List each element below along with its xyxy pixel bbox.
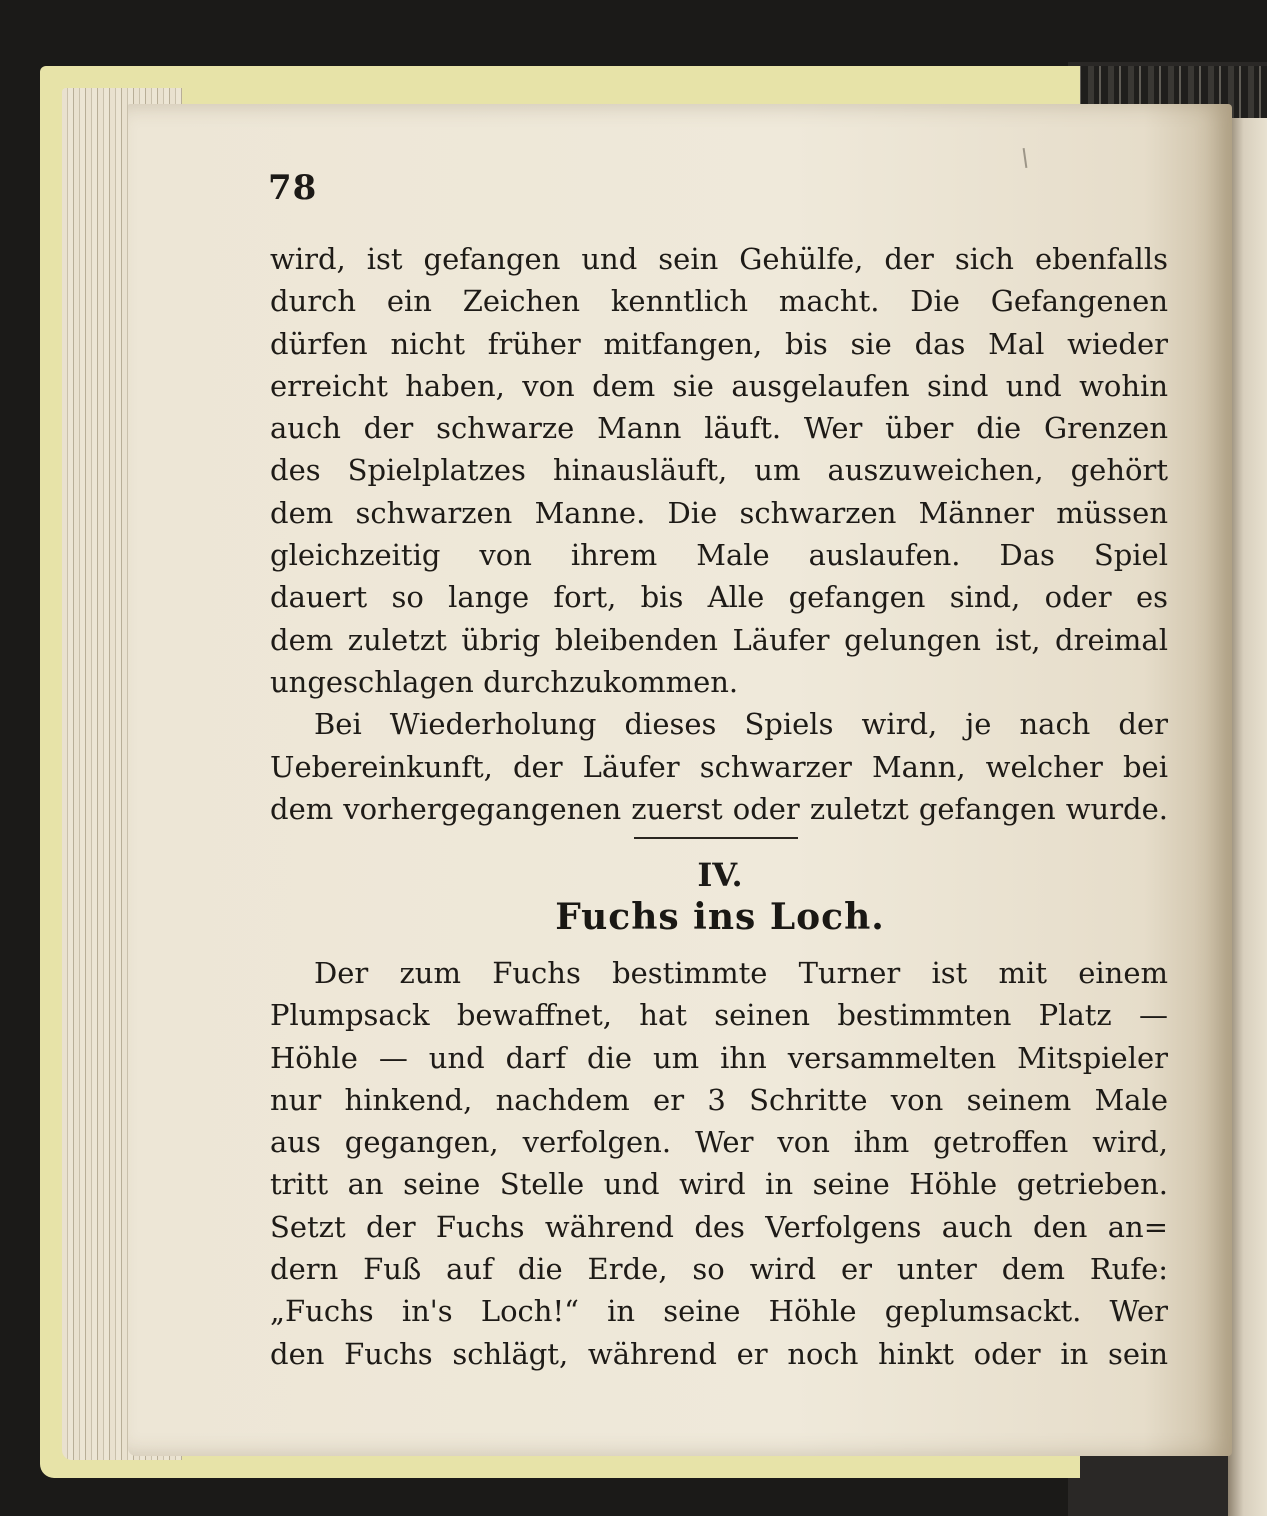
facing-page-edge [1228, 118, 1267, 1516]
text-line: durch ein Zeichen kenntlich macht. Die Gefangenen [270, 284, 1168, 319]
text-line: dem zuletzt übrig bleibenden Läufer gelungen ist, dreimal [270, 622, 1168, 657]
text-line: Der zum Fuchs bestimmte Turner ist mit einem [314, 956, 1168, 990]
text-line: Plumpsack bewaffnet, hat seinen bestimmten Platz — [270, 998, 1168, 1033]
text-line: Uebereinkunft, der Läufer schwarzer Mann, welcher bei [270, 749, 1168, 784]
text-block-upper [270, 238, 1168, 830]
page-number: 78 [268, 168, 318, 208]
text-line: des Spielplatzes hinausläuft, um auszuweichen, gehört [270, 453, 1168, 488]
text-line: dürfen nicht früher mitfangen, bis sie das Mal wieder [270, 326, 1168, 361]
text-line: dern Fuß auf die Erde, so wird er unter dem Rufe: [270, 1252, 1168, 1287]
text-line: dauert so lange fort, bis Alle gefangen sind, oder es [270, 580, 1168, 615]
section-number: IV. [697, 856, 743, 894]
text-line: tritt an seine Stelle und wird in seine Höhle getrieben. [270, 1167, 1168, 1202]
text-line: „Fuchs in's Loch!“ in seine Höhle geplumsackt. Wer [270, 1294, 1168, 1329]
text-line: den Fuchs schlägt, während er noch hinkt oder in sein [270, 1336, 1168, 1371]
text-line: dem schwarzen Manne. Die schwarzen Männer müssen [270, 495, 1168, 530]
text-line: ungeschlagen durchzukommen. [270, 664, 739, 699]
text-line: nur hinkend, nachdem er 3 Schritte von seinem Male [270, 1082, 1168, 1117]
text-line: aus gegangen, verfolgen. Wer von ihm getroffen wird, [270, 1125, 1168, 1160]
text-line: dem vorhergegangenen zuerst oder zuletzt gefangen wurde. [270, 791, 1168, 826]
text-block-lower [270, 952, 1168, 1375]
text-line: Höhle — und darf die um ihn versammelten Mitspieler [270, 1040, 1168, 1075]
text-line: erreicht haben, von dem sie ausgelaufen sind und wohin [270, 368, 1168, 403]
text-line: gleichzeitig von ihrem Male auslaufen. Das Spiel [270, 538, 1168, 573]
text-line: wird, ist gefangen und sein Gehülfe, der sich ebenfalls [270, 242, 1168, 276]
section-divider [634, 837, 798, 839]
text-line: Bei Wiederholung dieses Spiels wird, je nach der [314, 707, 1168, 742]
section-title: Fuchs ins Loch. [555, 896, 885, 938]
text-line: Setzt der Fuchs während des Verfolgens auch den an= [270, 1209, 1168, 1244]
text-line: auch der schwarze Mann läuft. Wer über die Grenzen [270, 411, 1168, 446]
